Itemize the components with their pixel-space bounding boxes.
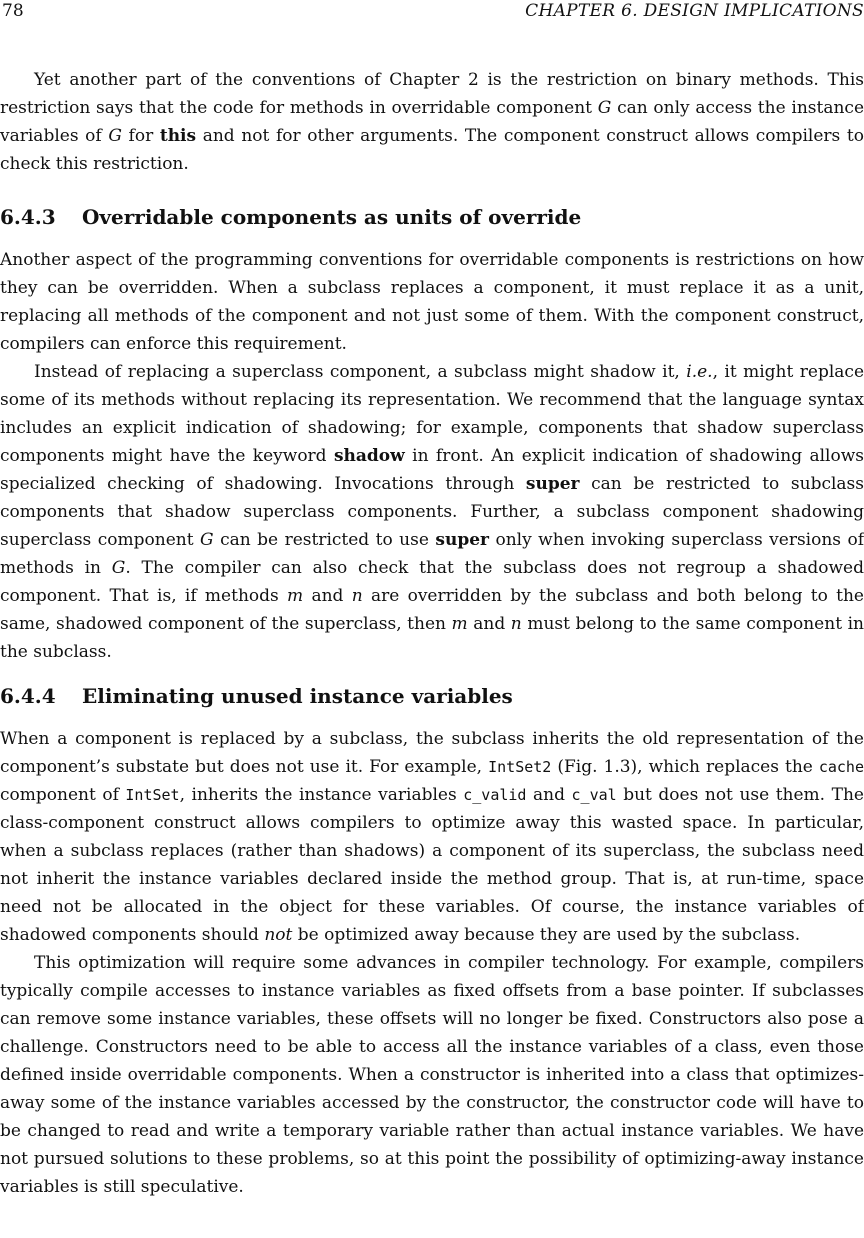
math-var: m bbox=[287, 586, 304, 606]
text-run: component of bbox=[0, 785, 126, 805]
section-heading bbox=[0, 682, 864, 710]
text-run: can be restricted to use bbox=[213, 530, 436, 550]
text-run: and bbox=[303, 586, 352, 606]
text-run: Yet another part of the conventions of Chapter 2 is the restriction on binary methods. This restriction says that the code for methods in overridable component bbox=[0, 70, 864, 118]
section-title: Eliminating unused instance variables bbox=[82, 684, 513, 708]
code-identifier: c_valid bbox=[463, 786, 527, 804]
text-run: and not for other arguments. The component construct allows compilers to check this restriction. bbox=[0, 126, 864, 174]
intro-section bbox=[0, 66, 864, 178]
text-run: can only access the instance variables of bbox=[0, 98, 864, 146]
text-run: are overridden by the subclass and both belong to the same, shadowed component of the superclass, then bbox=[0, 586, 864, 634]
math-var: n bbox=[351, 586, 363, 606]
text-run: (Fig. 1.3), which replaces the bbox=[551, 757, 819, 777]
keyword: shadow bbox=[333, 446, 405, 466]
emphasis: not bbox=[264, 925, 293, 945]
math-var: m bbox=[451, 614, 468, 634]
page-number: 78 bbox=[2, 1, 24, 21]
math-var: G bbox=[597, 98, 612, 118]
body-paragraph: This optimization will require some advances in compiler technology. For example, compilers typically compile accesses to instance variables as fixed offsets from a base pointer. If subclasses can remove some instance variables, these offsets will no longer be fixed. Constructors also pose a challenge. Constructors need to be able to access all the instance variables of a class, even those defined inside overridable components. When a constructor is inherited into a class that optimizes-away some of the instance variables accessed by the constructor, the constructor code will have to be changed to read and write a temporary variable rather than actual instance variables. We have not pursued solutions to these problems, so at this point the possibility of optimizing-away instance variables is still speculative. bbox=[0, 953, 864, 1197]
text-run: and bbox=[467, 614, 511, 634]
code-identifier: c_val bbox=[571, 786, 617, 804]
section-number: 6.4.3 bbox=[0, 205, 56, 229]
text-run: can be restricted to subclass components that shadow superclass components. Further, a subclass component shadowing superclass component bbox=[0, 474, 864, 550]
emphasis: i.e. bbox=[686, 362, 713, 382]
section-6-4-3 bbox=[0, 203, 864, 231]
text-run: for bbox=[121, 126, 160, 146]
keyword: super bbox=[525, 474, 580, 494]
text-run: but does not use them. The class-component construct allows compilers to optimize away this wasted space. In particular, when a subclass replaces (rather than shadows) a component of its superclass, the subclass need not inherit the instance variables declared inside the method group. That is, at run-time, space need not be allocated in the object for these variables. Of course, the instance variables of shadowed components should bbox=[0, 785, 864, 945]
section-6-4-4-body bbox=[0, 725, 864, 1201]
section-number: 6.4.4 bbox=[0, 684, 56, 708]
keyword: super bbox=[435, 530, 489, 550]
page-header bbox=[0, 0, 864, 24]
text-run: . The compiler can also check that the subclass does not regroup a shadowed component. That is, if methods bbox=[0, 558, 864, 606]
text-run: , inherits the instance variables bbox=[179, 785, 464, 805]
body-paragraph bbox=[0, 725, 864, 949]
math-var: n bbox=[510, 614, 522, 634]
section-title: Overridable components as units of override bbox=[82, 205, 582, 229]
body-paragraph bbox=[0, 358, 864, 666]
math-var: G bbox=[200, 530, 214, 550]
code-identifier: IntSet2 bbox=[488, 758, 552, 776]
section-6-4-4 bbox=[0, 682, 864, 710]
code-identifier: cache bbox=[818, 758, 864, 776]
math-var: G bbox=[108, 126, 122, 146]
intro-paragraph bbox=[0, 66, 864, 178]
text-run: and bbox=[526, 785, 572, 805]
text-run: only when invoking superclass versions of methods in bbox=[0, 530, 864, 578]
text-run: , it might replace some of its methods without replacing its representation. We recommend that the language syntax includes an explicit indication of shadowing; for example, components that shadow superclass components might have the keyword bbox=[0, 362, 864, 466]
text-run: in front. An explicit indication of shadowing allows specialized checking of shadowing. Invocations through bbox=[0, 446, 864, 494]
text-run: must belong to the same component in the subclass. bbox=[0, 614, 864, 662]
text-run: Instead of replacing a superclass component, a subclass might shadow it, bbox=[34, 362, 687, 382]
code-identifier: IntSet bbox=[125, 786, 180, 804]
math-var: G bbox=[111, 558, 126, 578]
keyword: this bbox=[159, 126, 197, 146]
section-heading bbox=[0, 203, 864, 231]
text-run: When a component is replaced by a subclass, the subclass inherits the old representation of the component’s substate but does not use it. For example, bbox=[0, 729, 864, 777]
body-paragraph: Another aspect of the programming conventions for overridable components is restrictions on how they can be overridden. When a subclass replaces a component, it must replace it as a unit, replacing all methods of the component and not just some of them. With the component construct, compilers can enforce this requirement. bbox=[0, 250, 864, 354]
section-6-4-3-body bbox=[0, 246, 864, 666]
running-title: CHAPTER 6. DESIGN IMPLICATIONS bbox=[525, 1, 864, 21]
text-run: be optimized away because they are used by the subclass. bbox=[292, 925, 801, 945]
